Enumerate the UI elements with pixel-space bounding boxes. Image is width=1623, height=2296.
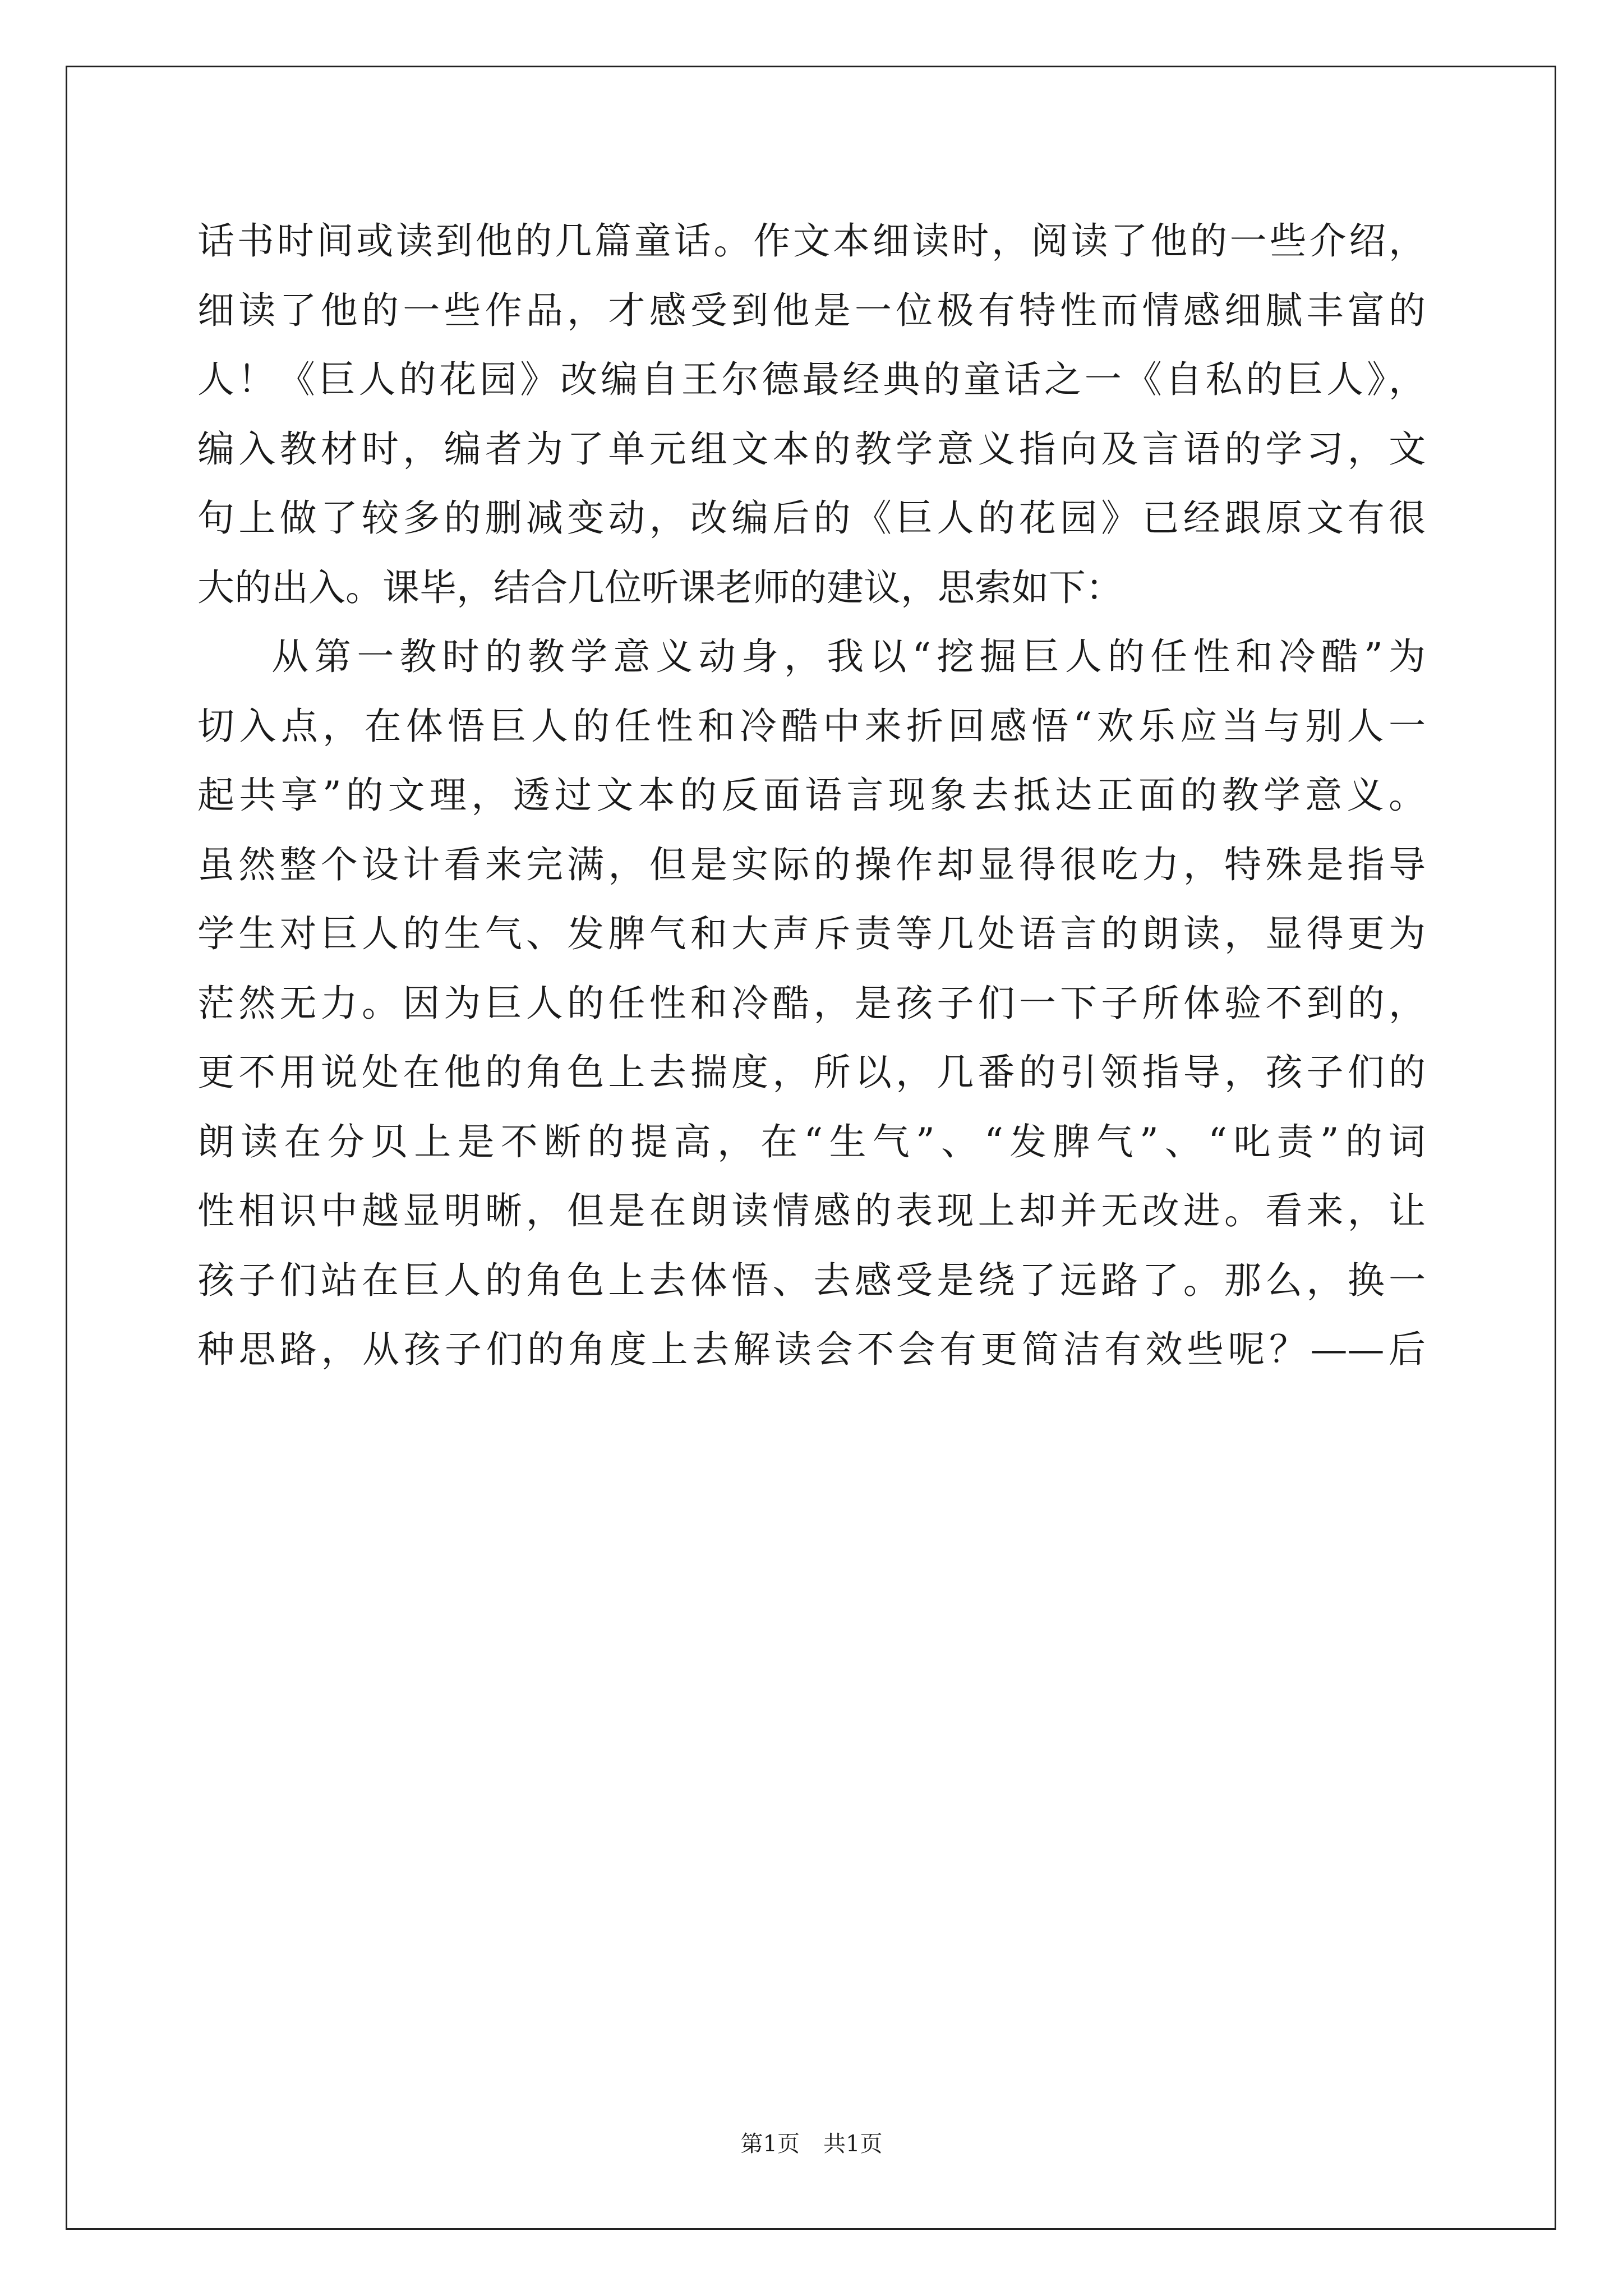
text-line: 孩子们站在巨人的角色上去体悟、去感受是绕了远路了。那么，换一 [197, 1258, 1426, 1302]
text-line: 起共享”的文理，透过文本的反面语言现象去抵达正面的教学意义。 [197, 774, 1426, 817]
document-body [197, 206, 1426, 1384]
text-line: 切入点，在体悟巨人的任性和冷酷中来折回感悟“欢乐应当与别人一 [197, 704, 1426, 748]
text-line: 大的出入。课毕，结合几位听课老师的建议，思索如下： [197, 565, 1123, 609]
text-line: 句上做了较多的删减变动，改编后的《巨人的花园》已经跟原文有很 [197, 496, 1426, 540]
page-footer [0, 2126, 1623, 2158]
text-line: 性相识中越显明晰，但是在朗读情感的表现上却并无改进。看来，让 [197, 1189, 1426, 1232]
page-total: 共1页 [823, 2131, 883, 2157]
text-line: 学生对巨人的生气、发脾气和大声斥责等几处语言的朗读，显得更为 [197, 912, 1426, 955]
page-number: 第1页 [740, 2131, 800, 2157]
text-line: 从第一教时的教学意义动身，我以“挖掘巨人的任性和冷酷”为 [271, 635, 1426, 678]
text-line: 更不用说处在他的角色上去揣度，所以，几番的引领指导，孩子们的 [197, 1051, 1426, 1094]
text-line: 茫然无力。因为巨人的任性和冷酷，是孩子们一下子所体验不到的， [197, 981, 1426, 1025]
text-line: 细读了他的一些作品，才感受到他是一位极有特性而情感细腻丰富的 [197, 288, 1426, 332]
text-line: 朗读在分贝上是不断的提高，在“生气”、“发脾气”、“叱责”的词 [197, 1120, 1426, 1163]
text-line: 种思路，从孩子们的角度上去解读会不会有更简洁有效些呢？——后 [197, 1328, 1426, 1371]
text-line: 话书时间或读到他的几篇童话。作文本细读时，阅读了他的一些介绍， [197, 219, 1426, 263]
text-line: 人！《巨人的花园》改编自王尔德最经典的童话之一《自私的巨人》， [197, 358, 1426, 401]
text-line: 虽然整个设计看来完满，但是实际的操作却显得很吃力，特殊是指导 [197, 843, 1426, 886]
text-line: 编入教材时，编者为了单元组文本的教学意义指向及言语的学习，文 [197, 427, 1426, 471]
